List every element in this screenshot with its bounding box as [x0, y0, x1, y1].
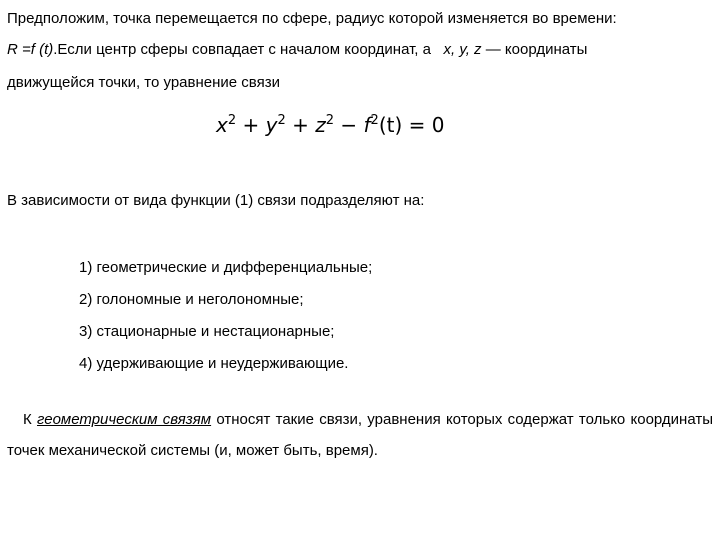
text-line-2	[7, 42, 587, 57]
definition-prefix: К	[23, 411, 32, 428]
formula-f-power: 2	[370, 113, 379, 128]
formula-y-power: 2	[277, 113, 286, 128]
list-item: 1) геометрические и дифференциальные;	[79, 259, 373, 276]
formula-zero: 0	[431, 113, 445, 137]
coordinates-expression: x, y, z	[443, 41, 482, 58]
formula-y: y	[265, 113, 278, 137]
formula-plus-2: +	[292, 113, 309, 137]
definition-text: относят такие связи, уравнения которых содержат только координаты точек механической системы (и, может быть, время).	[7, 411, 714, 459]
classification-intro: В зависимости от вида функции (1) связи подразделяют на:	[7, 192, 425, 209]
formula-x: x	[216, 113, 228, 137]
definition-term: геометрическим связям	[37, 411, 212, 428]
list-item: 2) голономные и неголономные;	[79, 291, 304, 308]
text-line-1: Предположим, точка перемещается по сфере, радиус которой изменяется во времени:	[7, 10, 617, 27]
formula-argument: (t)	[378, 113, 403, 137]
text-line-3: движущейся точки, то уравнение связи	[7, 74, 280, 91]
constraint-equation	[216, 114, 444, 135]
formula-z: z	[315, 113, 326, 137]
formula-minus: −	[340, 113, 358, 137]
list-item: 3) стационарные и нестационарные;	[79, 323, 335, 340]
definition-paragraph	[7, 404, 713, 466]
formula-x-power: 2	[227, 113, 237, 128]
radius-expression: R =f (t)	[7, 41, 54, 58]
formula-plus-1: +	[242, 113, 260, 137]
formula-z-power: 2	[325, 113, 334, 128]
text-line-2-rest: .Если центр сферы совпадает с началом координат, а	[53, 41, 431, 58]
list-item: 4) удерживающие и неудерживающие.	[79, 355, 349, 372]
formula-equals: =	[408, 113, 426, 137]
coordinates-description: — координаты	[485, 41, 588, 58]
formula-f: f	[363, 113, 371, 137]
